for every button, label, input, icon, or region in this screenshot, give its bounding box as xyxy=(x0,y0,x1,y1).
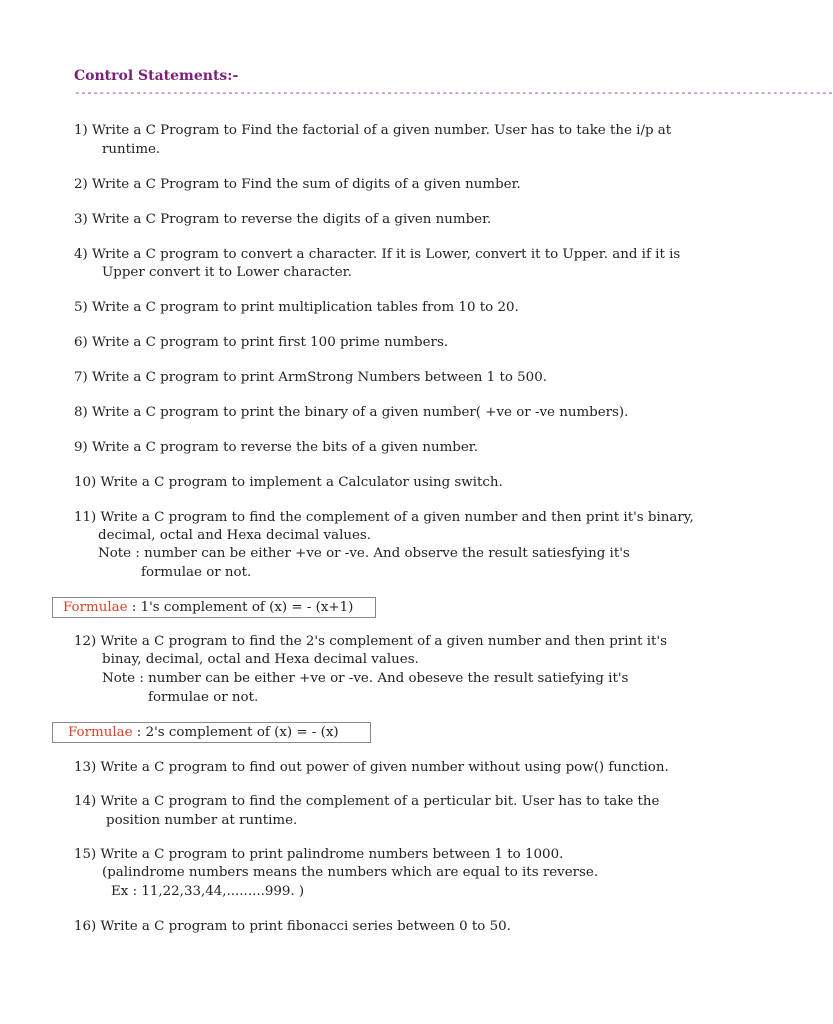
list-item: 1) Write a C Program to Find the factorial of a given number. User has to take the i/p at xyxy=(74,123,672,138)
list-item: 14) Write a C program to find the complement of a perticular bit. User has to take the xyxy=(74,794,660,809)
list-item-example: Ex : 11,22,33,44,.........999. ) xyxy=(111,884,305,899)
formula-box-1 xyxy=(52,597,376,618)
formula-label: Formulae xyxy=(63,600,128,615)
page-title: Control Statements:- xyxy=(74,68,239,84)
formula-box-2 xyxy=(52,722,371,743)
list-item-continuation: decimal, octal and Hexa decimal values. xyxy=(98,528,372,543)
dashed-divider: ---------------------------------------------------------------------------------------------------------------------------- xyxy=(74,86,833,99)
list-item-note: Note : number can be either +ve or -ve. And observe the result satiesfying it's xyxy=(98,546,630,561)
formula-text: : 1's complement of (x) = - (x+1) xyxy=(127,600,354,615)
list-item: 10) Write a C program to implement a Calculator using switch. xyxy=(74,475,503,490)
list-item: 15) Write a C program to print palindrome numbers between 1 to 1000. xyxy=(74,847,564,862)
list-item: 11) Write a C program to find the complement of a given number and then print it's binary, xyxy=(74,510,694,525)
list-item-continuation: runtime. xyxy=(102,142,161,157)
list-item-continuation: position number at runtime. xyxy=(106,813,298,828)
list-item-continuation: binay, decimal, octal and Hexa decimal values. xyxy=(102,652,419,667)
list-item-note: Note : number can be either +ve or -ve. And obeseve the result satiefying it's xyxy=(102,671,629,686)
list-item-note: formulae or not. xyxy=(148,690,259,705)
list-item: 7) Write a C program to print ArmStrong Numbers between 1 to 500. xyxy=(74,370,547,385)
list-item: 13) Write a C program to find out power of given number without using pow() function. xyxy=(74,760,669,775)
list-item: 9) Write a C program to reverse the bits of a given number. xyxy=(74,440,478,455)
list-item: 12) Write a C program to find the 2's complement of a given number and then print it's xyxy=(74,634,667,649)
list-item: 16) Write a C program to print fibonacci series between 0 to 50. xyxy=(74,919,511,934)
list-item: 8) Write a C program to print the binary of a given number( +ve or -ve numbers). xyxy=(74,405,629,420)
list-item-continuation: Upper convert it to Lower character. xyxy=(102,265,352,280)
list-item-continuation: (palindrome numbers means the numbers which are equal to its reverse. xyxy=(102,865,599,880)
formula-label: Formulae xyxy=(68,725,133,740)
list-item: 5) Write a C program to print multiplication tables from 10 to 20. xyxy=(74,300,519,315)
list-item: 2) Write a C Program to Find the sum of digits of a given number. xyxy=(74,177,521,192)
list-item: 4) Write a C program to convert a character. If it is Lower, convert it to Upper. and if it is xyxy=(74,247,681,262)
list-item-note: formulae or not. xyxy=(141,565,252,580)
list-item: 3) Write a C Program to reverse the digits of a given number. xyxy=(74,212,492,227)
list-item: 6) Write a C program to print first 100 prime numbers. xyxy=(74,335,449,350)
formula-text: : 2's complement of (x) = - (x) xyxy=(132,725,339,740)
